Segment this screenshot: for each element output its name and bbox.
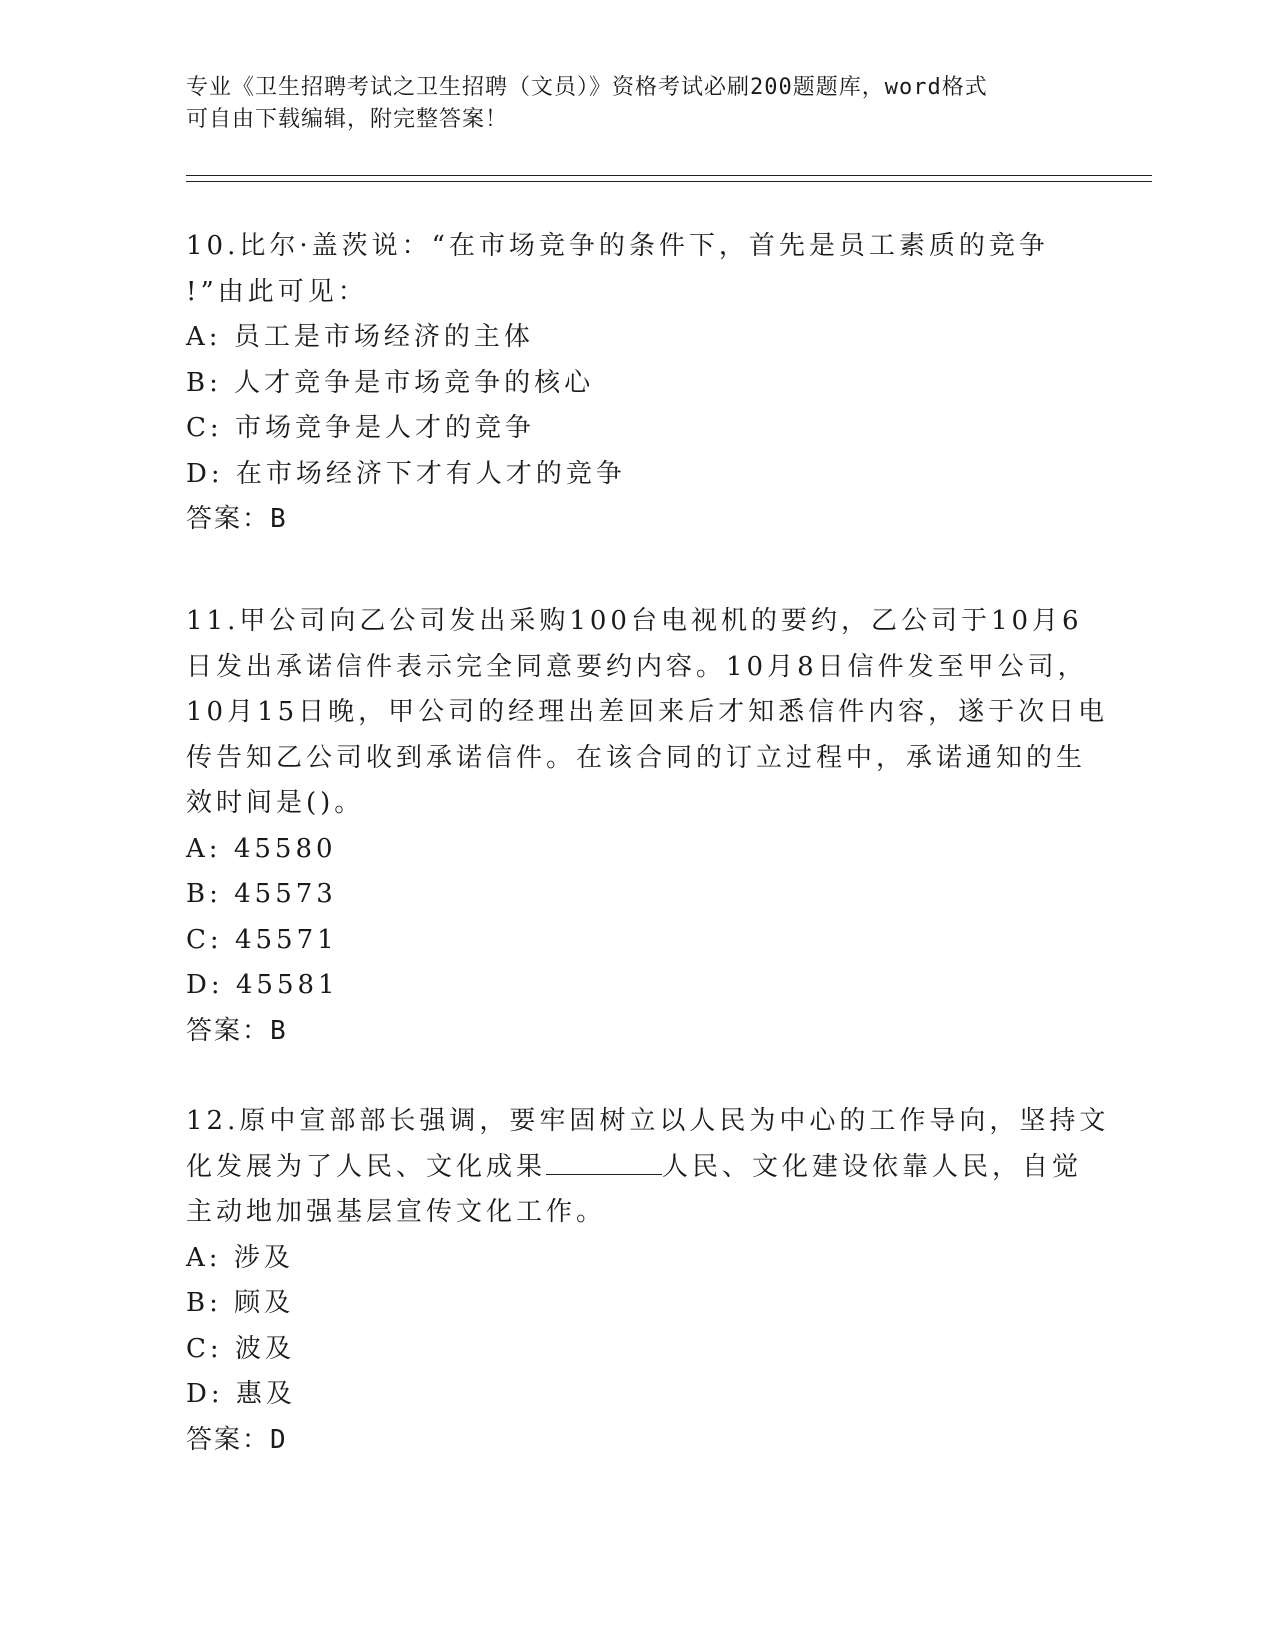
options-list <box>186 315 1086 497</box>
option-d <box>186 1372 1086 1418</box>
question-10 <box>186 224 1086 543</box>
option-separator: : <box>210 1379 224 1409</box>
option-letter: C <box>186 413 210 443</box>
option-text: 45581 <box>235 970 339 1000</box>
option-letter: A <box>186 1242 209 1273</box>
option-letter: C <box>186 1333 210 1364</box>
document-header <box>186 72 1066 136</box>
header-divider-top <box>186 175 1152 176</box>
option-separator: : <box>209 1333 223 1364</box>
option-letter: A <box>186 322 209 352</box>
question-stem-line: 主动地加强基层宣传文化工作。 <box>186 1197 607 1227</box>
question-stem-line: 10.比尔·盖茨说：“在市场竞争的条件下，首先是员工素质的竞争 <box>186 231 1049 261</box>
question-stem-line: 10月15日晚，甲公司的经理出差回来后才知悉信件内容，遂于次日电 <box>186 697 1109 727</box>
option-letter: B <box>186 367 210 398</box>
question-stem-line: 12.原中宣部部长强调，要牢固树立以人民为中心的工作导向，坚持文 <box>186 1106 1110 1136</box>
option-a <box>186 827 1086 873</box>
option-text: 波及 <box>234 1333 295 1364</box>
option-separator: : <box>209 367 222 398</box>
option-separator: : <box>209 1288 222 1318</box>
option-letter: C <box>186 924 210 955</box>
option-text: 市场竞争是人才的竞争 <box>234 413 535 443</box>
option-text: 45580 <box>233 833 337 864</box>
question-stem-line: 效时间是()。 <box>186 788 365 818</box>
question-stem-line: 11.甲公司向乙公司发出采购100台电视机的要约，乙公司于10月6 <box>186 606 1083 636</box>
option-b <box>186 872 1086 918</box>
option-separator: : <box>210 458 224 489</box>
option-text: 惠及 <box>235 1379 296 1409</box>
option-separator: : <box>208 833 222 864</box>
option-b <box>186 361 1086 407</box>
option-a <box>186 1236 1086 1282</box>
option-separator: : <box>208 322 222 352</box>
option-letter: D <box>186 970 211 1000</box>
option-c <box>186 918 1086 964</box>
option-text: 员工是市场经济的主体 <box>233 322 534 352</box>
option-c <box>186 1327 1086 1373</box>
question-stem-line: 传告知乙公司收到承诺信件。在该合同的订立过程中，承诺通知的生 <box>186 742 1087 773</box>
options-list <box>186 827 1086 1009</box>
options-list <box>186 1236 1086 1418</box>
option-letter: B <box>186 879 210 909</box>
option-text: 45571 <box>234 924 338 955</box>
answer-line: 答案：B <box>186 1015 288 1046</box>
question-stem-segment: 人民、文化建设依靠人民，自觉 <box>662 1151 1083 1182</box>
option-separator: : <box>209 924 223 955</box>
question-stem <box>186 224 1086 315</box>
option-d <box>186 452 1086 498</box>
option-text: 顾及 <box>234 1288 295 1318</box>
option-text: 45573 <box>234 879 337 909</box>
question-stem-segment: 化发展为了人民、文化成果 <box>186 1151 547 1182</box>
answer-line: 答案：D <box>186 1424 288 1455</box>
option-letter: B <box>186 1288 210 1318</box>
option-c <box>186 406 1086 452</box>
option-text: 涉及 <box>233 1242 294 1273</box>
question-stem-line-with-blank <box>186 1145 1086 1191</box>
option-letter: A <box>186 833 209 864</box>
option-d <box>186 963 1086 1009</box>
question-11 <box>186 599 1109 1054</box>
question-stem <box>186 1099 1110 1236</box>
option-letter: D <box>186 1379 211 1409</box>
fill-in-blank <box>546 1152 662 1175</box>
header-line-2: 可自由下载编辑，附完整答案！ <box>186 107 509 132</box>
option-separator: : <box>210 970 224 1000</box>
question-12 <box>186 1099 1110 1463</box>
question-stem <box>186 599 1109 827</box>
option-text: 在市场经济下才有人才的竞争 <box>235 458 626 489</box>
question-stem-line: !”由此可见： <box>186 276 368 307</box>
option-separator: : <box>209 879 222 909</box>
header-divider-bottom <box>186 181 1152 182</box>
header-line-1: 专业《卫生招聘考试之卫生招聘（文员）》资格考试必刷200题题库，word格式 <box>186 75 988 100</box>
option-b <box>186 1281 1086 1327</box>
option-separator: : <box>208 1242 222 1273</box>
question-stem-line: 日发出承诺信件表示完全同意要约内容。10月8日信件发至甲公司， <box>186 651 1088 682</box>
answer-line: 答案：B <box>186 504 288 534</box>
option-letter: D <box>186 458 211 489</box>
option-a <box>186 315 1086 361</box>
option-text: 人才竞争是市场竞争的核心 <box>234 367 595 398</box>
option-separator: : <box>209 413 223 443</box>
